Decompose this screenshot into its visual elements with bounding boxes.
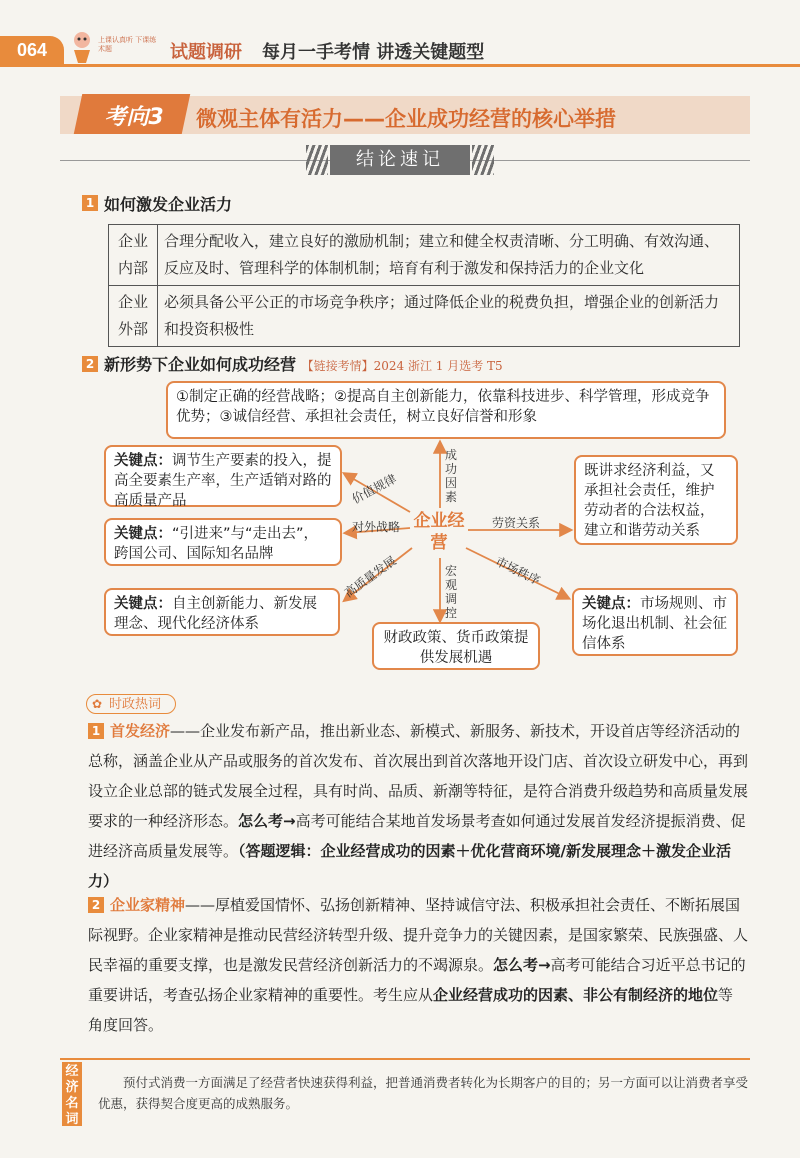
fire-icon: ✿ <box>92 697 103 711</box>
part2-heading-text: 新形势下企业如何成功经营 <box>104 355 297 374</box>
label-market-order: 市场秩序 <box>493 554 543 588</box>
label-success-factors: 成功因素 <box>444 448 457 504</box>
label-external-strategy: 对外战略 <box>352 520 401 534</box>
answer-logic: （答题逻辑：企业经营成功的因素＋优化营商环境/新发展理念＋激发企业活力） <box>88 842 731 890</box>
how-label: 怎么考→ <box>238 812 296 830</box>
key-text: 自主创新能力、新发展理念、现代化经济体系 <box>114 596 317 632</box>
header-title: 试题调研 <box>170 42 242 63</box>
table-value: 合理分配收入，建立良好的激励机制；建立和健全权责清晰、分工明确、有效沟通、反应及时、管理科学的体制机制；培育有利于激发和保持活力的企业文化 <box>158 225 740 286</box>
table-key: 企业外部 <box>109 286 158 347</box>
success-factors-box: ①制定正确的经营战略；②提高自主创新能力，依靠科技进步、科学管理，形成竞争优势；③诚信经营、承担社会责任，树立良好信誉和形象 <box>166 381 726 439</box>
footer-text: 预付式消费一方面满足了经营者快速获得利益，把普通消费者转化为长期客户的目的；另一方面可以让消费者享受优惠，获得契合度更高的成熟服务。 <box>98 1075 749 1111</box>
item-number: 1 <box>88 723 104 739</box>
hot-word-item <box>88 716 748 896</box>
key-label: 关键点： <box>114 453 172 469</box>
label-value-law: 价值规律 <box>349 471 399 507</box>
emphasis: 企业经营成功的因素、非公有制经济的地位 <box>433 986 719 1004</box>
tail-text: 等角度回答。 <box>88 986 734 1034</box>
key-label: 关键点： <box>582 596 640 612</box>
footer-divider <box>60 1058 750 1060</box>
exam-link-note: 【链接考情】2024 浙江 1 月选考 T5 <box>301 359 503 373</box>
item-number: 2 <box>88 897 104 913</box>
item-body: ——企业发布新产品，推出新业态、新模式、新服务、新技术，开设首店等经济活动的总称，涵盖企业从产品或服务的首次发布、首次展出到首次落地开设门店、首次设立研发中心，再到设立企业总部的链式发展全过程，具有时尚、品质、新潮等特征，是符合消费升级趋势和高质量发展要求的一种经济形态。 <box>88 722 749 830</box>
market-order-box <box>572 588 738 656</box>
hot-word-item <box>88 890 748 1040</box>
label-high-quality: 高质量发展 <box>341 553 399 601</box>
key-text: 既讲求经济利益，又承担社会责任，维护劳动者的合法权益，建立和谐劳动关系 <box>584 463 715 539</box>
table-key: 企业内部 <box>109 225 158 286</box>
value-law-box <box>104 445 342 507</box>
key-text: 市场规则、市场化退出机制、社会征信体系 <box>582 596 727 652</box>
section-tag: 考向3 <box>104 105 164 130</box>
item-term: 首发经济 <box>110 722 171 740</box>
label-macro-control: 宏观调控 <box>444 564 457 620</box>
label-labor-relations: 劳资关系 <box>492 516 541 530</box>
part1-number: 1 <box>82 195 98 211</box>
header-subtitle: 每月一手考情 讲透关键题型 <box>262 42 485 63</box>
key-text: 调节生产要素的投入，提高全要素生产率，生产适销对路的高质量产品 <box>114 453 332 509</box>
external-strategy-box <box>104 518 342 566</box>
sub-banner: 结论速记 <box>330 145 470 175</box>
hot-words-tag: 时政热词 <box>86 694 176 714</box>
center-node: 企业经营 <box>413 511 465 553</box>
labor-relations-box <box>574 455 738 545</box>
macro-policy-box: 财政政策、货币政策提供发展机遇 <box>372 622 540 670</box>
how-label: 怎么考→ <box>493 956 551 974</box>
item-body: ——厚植爱国情怀、弘扬创新精神、坚持诚信守法、积极承担社会责任、不断拓展国际视野。企业家精神是推动民营经济转型升级、提升竞争力的关键因素，是国家繁荣、民族强盛、人民幸福的重要支撑，也是激发民营经济创新活力的不竭源泉。 <box>88 896 749 974</box>
footer-tag: 经济名词 <box>62 1062 82 1126</box>
section-title: 微观主体有活力——企业成功经营的核心举措 <box>196 107 616 131</box>
how-text: 高考可能结合某地首发场景考查如何通过发展首发经济提振消费、促进经济高质量发展等。 <box>88 812 746 860</box>
how-text: 高考可能结合习近平总书记的重要讲话，考查弘扬企业家精神的重要性。考生应从 <box>88 956 746 1004</box>
key-text: “引进来”与“走出去”，跨国公司、国际知名品牌 <box>114 526 319 562</box>
logo-slogan: 上课认真听 下课练术题 <box>98 36 157 53</box>
key-label: 关键点： <box>114 526 172 542</box>
item-term: 企业家精神 <box>110 896 186 914</box>
part1-heading: 如何激发企业活力 <box>104 195 233 214</box>
page-number: 064 <box>0 36 64 64</box>
high-quality-box <box>104 588 340 636</box>
table-value: 必须具备公平公正的市场竞争秩序；通过降低企业的税费负担，增强企业的创新活力和投资积极性 <box>158 286 740 347</box>
key-label: 关键点： <box>114 596 172 612</box>
part2-number: 2 <box>82 356 98 372</box>
